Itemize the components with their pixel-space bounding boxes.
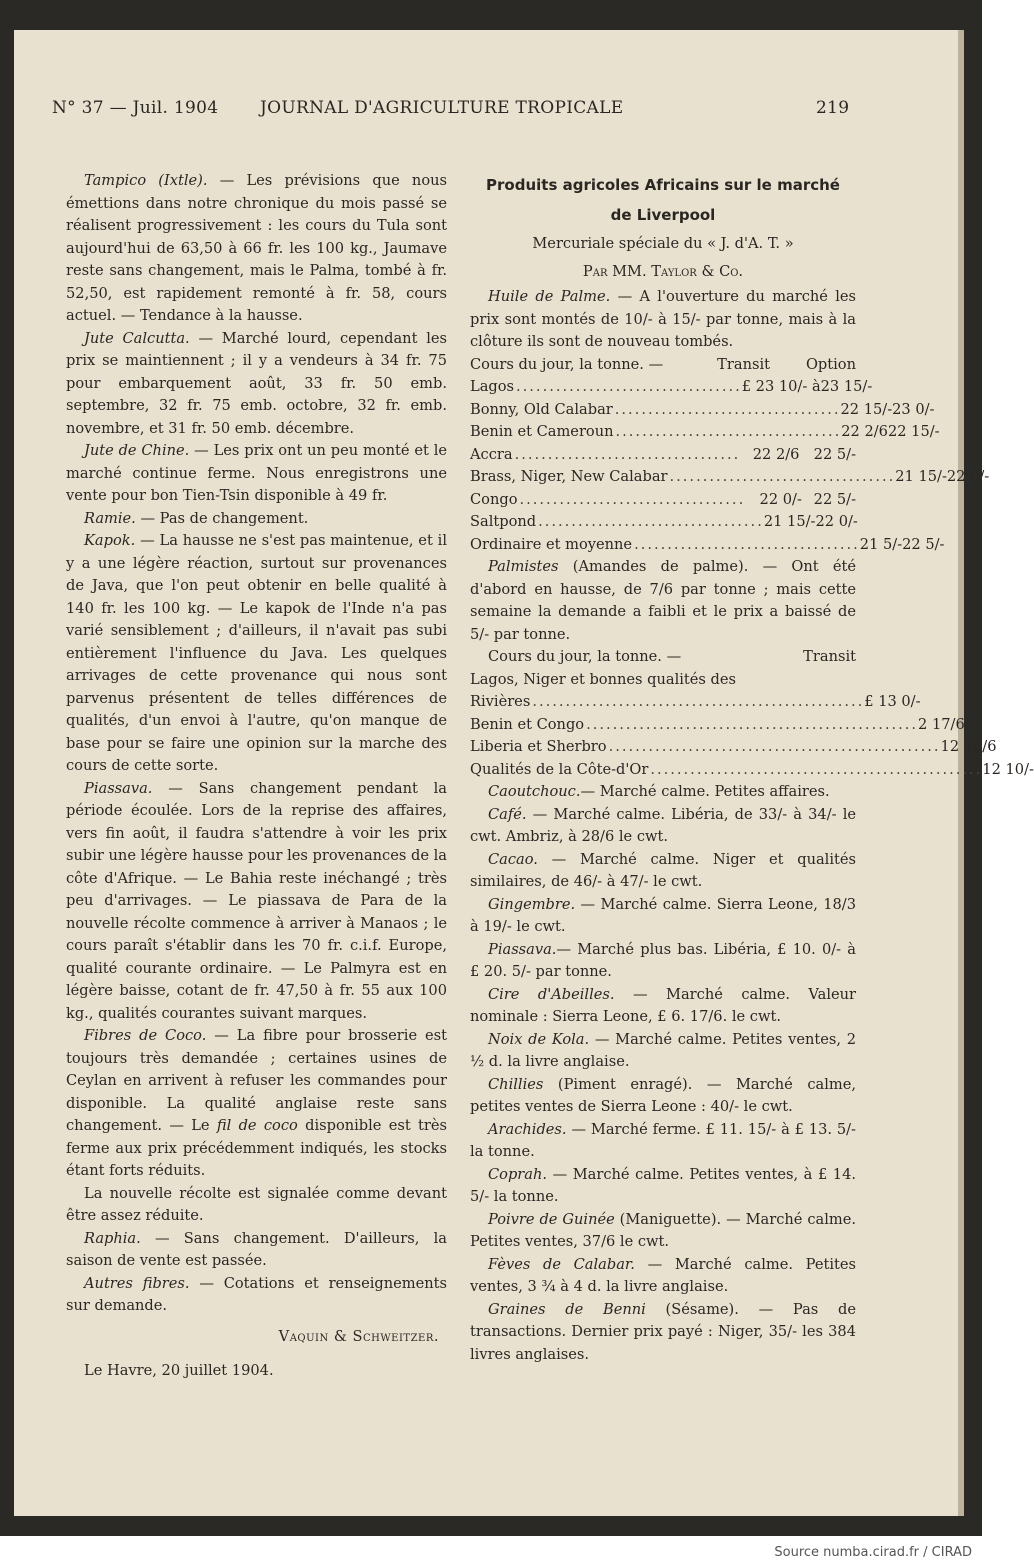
leader-dots: .................................................. (608, 738, 941, 755)
text-palmistes: (Amandes de palme). — Ont été d'abord en hausse, de 7/6 par tonne ; mais cette semaine la demande a faibli et le prix a baissé de 5/- par tonne. (470, 558, 856, 643)
heading-chillies: Chillies (488, 1075, 544, 1093)
palm-oil-transit: 22 2/6 (752, 445, 800, 463)
palm-oil-option: 22 0/- (815, 513, 858, 530)
palm-oil-option: 23 0/- (892, 400, 935, 418)
text-piassava-liverpool: — Marché plus bas. Libéria, £ 10. 0/- à £ 20. 5/- par tonne. (470, 940, 856, 980)
palm-oil-row-label (470, 534, 860, 557)
paragraph-coco (66, 1025, 447, 1183)
kernel-product: Rivières (470, 693, 531, 710)
heading-kapok: Kapok. (84, 532, 136, 549)
paragraph-autres (66, 1273, 447, 1318)
paragraph-jute-chine (66, 440, 447, 508)
paragraph-recolte: La nouvelle récolte est signalée comme devant être assez réduite. (66, 1184, 447, 1224)
paragraph-poivre (470, 1209, 856, 1254)
heading-cire: Cire d'Abeilles. (488, 985, 615, 1003)
leader-dots: .................................. (538, 513, 764, 530)
palm-oil-head-label: Cours du jour, la tonne. — (470, 355, 664, 373)
kernel-product: Benin et Congo (470, 715, 585, 733)
palm-oil-row-label (470, 511, 764, 534)
palm-oil-row (470, 444, 856, 467)
kernel-table-header (470, 646, 856, 669)
palm-oil-transit: 22 15/- (840, 400, 893, 418)
article-title-line2: de Liverpool (610, 206, 716, 224)
palm-oil-option: 23 15/- (820, 378, 873, 395)
heading-raphia: Raphia. (84, 1229, 141, 1247)
right-column (470, 170, 1034, 1366)
paragraph-caoutchouc (470, 781, 856, 804)
paragraph-tampico (66, 170, 447, 328)
kernel-row (470, 736, 997, 759)
palm-oil-transit: 22 0/- (759, 490, 802, 508)
kernel-head-label: Cours du jour, la tonne. — (488, 648, 682, 665)
kernel-transit: 12 10/- (982, 760, 1034, 778)
kernel-head-transit: Transit (803, 648, 856, 665)
text-cacao: — Marché calme. Niger et qualités similaires, de 46/- à 47/- le cwt. (470, 850, 856, 890)
text-cire: — Marché calme. Valeur nominale : Sierra Leone, £ 6. 17/6. le cwt. (470, 985, 856, 1025)
kernel-transit: 12 12/6 (940, 738, 997, 755)
text-ramie: — Pas de changement. (135, 509, 309, 527)
heading-gingembre: Gingembre. (488, 895, 576, 913)
text-coco: — La fibre pour brosserie est toujours très demandée ; certaines usines de Ceylan en arrivent à refuser les commandes pour disponible. La qualité anglaise reste sans changement. — Le (66, 1027, 447, 1134)
text-jute-chine: — Les prix ont un peu monté et le marché continue ferme. Nous enregistrons une vente pour bon Tien-Tsin disponible à 49 fr. (66, 442, 447, 504)
paragraph-cafe (470, 804, 856, 849)
text-kapok: — La hausse ne s'est pas maintenue, et il y a une légère réaction, surtout sur provenances de Java, que l'on peut obtenir en belle qualité à 140 fr. les 100 kg. — Le kapok de l'Inde n'a pas varié sensiblement ; d'ailleurs, il n'avait pas subi entièrement l'influence du Java. Les quelques arrivages de cette provenance qui nous sont parvenus présentent de telles différences de qualités, d'un envoi à l'autre, qu'on manque de base pour se faire une opinion sur la marche des cours de cette sorte. (66, 532, 447, 774)
leader-dots: .................................. (519, 490, 746, 508)
palm-oil-product: Brass, Niger, New Calabar (470, 468, 668, 485)
heading-palmistes: Palmistes (488, 558, 559, 575)
palm-oil-transit: 21 15/- (895, 468, 947, 485)
heading-cafe: Café. (488, 805, 527, 823)
leader-dots: .................................. (614, 400, 841, 418)
text-poivre: (Maniguette). — Marché calme. Petites ventes, 37/6 le cwt. (470, 1210, 856, 1250)
text-raphia: — Sans changement. D'ailleurs, la saison de vente est passée. (66, 1229, 447, 1269)
palm-oil-row-label (470, 444, 740, 467)
text-arachides: — Marché ferme. £ 11. 15/- à £ 13. 5/- la tonne. (470, 1120, 856, 1160)
heading-cacao: Cacao. (488, 850, 538, 868)
palm-oil-option: 22 5/- (813, 445, 856, 463)
heading-autres: Autres fibres. (84, 1274, 190, 1292)
heading-tampico: Tampico (Ixtle). (84, 172, 208, 189)
palm-oil-option: 22 15/- (887, 423, 940, 440)
palm-oil-transit: £ 23 10/- à (741, 378, 821, 395)
paragraph-raphia (66, 1228, 447, 1273)
text-kola: — Marché calme. Petites ventes, 2 ½ d. la livre anglaise. (470, 1030, 856, 1070)
paragraph-piassava-liverpool (470, 939, 856, 984)
palm-oil-row-label (470, 489, 745, 512)
palm-oil-product: Benin et Cameroun (470, 423, 614, 440)
kernel-row-label (470, 691, 864, 714)
kernel-transit: £ 13 0/- (864, 693, 921, 710)
palm-oil-row-label (470, 376, 742, 399)
paragraph-arachides (470, 1119, 856, 1164)
kernel-row-label (470, 714, 918, 737)
source-credit: Source numba.cirad.fr / CIRAD (774, 1545, 972, 1560)
heading-jute-calcutta: Jute Calcutta. (84, 329, 190, 347)
palm-oil-product: Congo (470, 490, 518, 508)
text-coco-end: disponible est très ferme aux prix précédemment indiqués, les stocks étant forts réduits. (66, 1117, 448, 1179)
issue-number: N° 37 — Juil. 1904 (52, 98, 219, 118)
paragraph-benni (470, 1299, 856, 1367)
heading-poivre: Poivre de Guinée (488, 1210, 615, 1228)
text-feves: — Marché calme. Petites ventes, 3 ¾ à 4 d. la livre anglaise. (470, 1255, 856, 1295)
paragraph-chillies (470, 1074, 856, 1119)
kernel-row (470, 759, 1034, 782)
page-number: 219 (816, 98, 850, 118)
palm-oil-option: 22 0/- (946, 468, 990, 485)
palm-oil-row-label (470, 399, 841, 422)
paragraph-kola (470, 1029, 856, 1074)
heading-piassava: Piassava. (84, 779, 153, 797)
text-cafe: — Marché calme. Libéria, de 33/- à 34/- le cwt. Ambriz, à 28/6 le cwt. (470, 805, 856, 845)
palm-oil-product: Lagos (470, 378, 515, 395)
heading-coprah: Coprah. (488, 1165, 548, 1183)
paragraph-gingembre (470, 894, 856, 939)
kernel-table (470, 646, 1034, 781)
palm-oil-row-label (470, 466, 895, 489)
paragraph-coprah (470, 1164, 856, 1209)
paragraph-feves (470, 1254, 856, 1299)
palm-oil-row (470, 534, 945, 557)
palm-oil-product: Saltpond (470, 513, 537, 530)
paragraph-huile (470, 286, 856, 354)
palm-oil-head-transit: Transit (717, 355, 770, 373)
palm-oil-product: Bonny, Old Calabar (470, 400, 613, 418)
text-huile: — A l'ouverture du marché les prix sont montés de 10/- à 15/- par tonne, mais à la clôture ils sont de nouveau tombés. (470, 288, 856, 350)
text-gingembre: — Marché calme. Sierra Leone, 18/3 à 19/- le cwt. (470, 895, 856, 935)
leader-dots: .................................................. (532, 693, 865, 710)
text-fil-de-coco: fil de coco (216, 1117, 298, 1134)
heading-ramie: Ramie. (84, 509, 136, 527)
text-coprah: — Marché calme. Petites ventes, à £ 14. 5/- la tonne. (470, 1165, 856, 1205)
text-piassava: — Sans changement pendant la période écoulée. Lors de la reprise des affaires, vers fin août, il faudra s'attendre à voir les prix subir une légère hausse pour les provenances de la côte d'Afrique. — Le Bahia reste inéchangé ; très peu d'arrivages. — Le piassava de Para de la nouvelle récolte commence à arriver à Manaos ; le cours paraît s'établir dans les 70 fr. c.i.f. Europe, qualité courante ordinaire. — Le Palmyra est en légère baisse, cotant de fr. 47,50 à fr. 55 aux 100 kg., qualités courantes suivant marques. (66, 779, 447, 1022)
kernel-row (470, 691, 921, 714)
palm-oil-row (470, 421, 940, 444)
heading-piassava-liverpool: Piassava. (488, 940, 557, 958)
palm-oil-row (470, 376, 873, 399)
article-subtitle: Mercuriale spéciale du « J. d'A. T. » (532, 235, 794, 252)
dateline: Le Havre, 20 juillet 1904. (84, 1362, 274, 1379)
paragraph-jute-calcutta (66, 328, 447, 441)
article-byline: Par MM. Taylor & Co. (582, 263, 744, 280)
paragraph-ramie (66, 508, 447, 531)
leader-dots: .................................. (669, 468, 896, 485)
heading-arachides: Arachides. (488, 1120, 567, 1138)
text-benni: (Sésame). — Pas de transactions. Dernier prix payé : Niger, 35/- les 384 livres anglaises. (470, 1300, 856, 1363)
leader-dots: .................................................. (650, 760, 983, 778)
heading-coco: Fibres de Coco. (84, 1027, 207, 1044)
kernel-row-label (470, 736, 941, 759)
kernel-lagos-line: Lagos, Niger et bonnes qualités des (470, 670, 737, 688)
palm-oil-row (470, 489, 856, 512)
kernel-product: Liberia et Sherbro (470, 738, 607, 755)
left-column (66, 170, 447, 1397)
palm-oil-transit: 21 15/- (763, 513, 816, 530)
palm-oil-row (470, 511, 856, 534)
paragraph-piassava (66, 778, 447, 1026)
text-caoutchouc: — Marché calme. Petites affaires. (580, 783, 830, 800)
signature: Vaquin & Schweitzer. (278, 1327, 439, 1345)
heading-benni: Graines de Benni (488, 1300, 646, 1318)
palm-oil-product: Ordinaire et moyenne (470, 535, 633, 553)
kernel-row (470, 714, 965, 737)
heading-feves: Fèves de Calabar. (488, 1255, 635, 1273)
palm-oil-table-header (470, 354, 856, 377)
kernel-product: Qualités de la Côte-d'Or (470, 760, 649, 778)
heading-jute-chine: Jute de Chine. (84, 442, 190, 459)
leader-dots: .................................. (516, 378, 742, 395)
leader-dots: .................................. (514, 445, 741, 463)
palm-oil-row (470, 466, 990, 489)
palm-oil-rows (470, 376, 990, 556)
kernel-row-label (470, 759, 982, 782)
palm-oil-transit: 22 2/6 (841, 423, 888, 440)
paragraph-kapok (66, 530, 447, 778)
palm-oil-option: 22 5/- (902, 535, 945, 553)
leader-dots: .................................. (615, 423, 842, 440)
kernel-transit: 2 17/6 (918, 715, 965, 733)
paragraph-palmistes (470, 556, 856, 646)
kernel-rows (470, 691, 1034, 781)
palm-oil-head-option: Option (805, 355, 856, 373)
text-jute-calcutta: — Marché lourd, cependant les prix se maintiennent ; il y a vendeurs à 34 fr. 75 pour embarquement août, 33 fr. 50 emb. septembre, 32 fr. 75 emb. octobre, 32 fr. emb. novembre, et 31 fr. 50 emb. décembre. (66, 329, 447, 437)
paragraph-cire (470, 984, 856, 1029)
heading-huile: Huile de Palme. (488, 288, 611, 305)
palm-oil-option: 22 5/- (813, 490, 856, 508)
paragraph-cacao (470, 849, 856, 894)
text-autres: — Cotations et renseignements sur demande. (66, 1274, 447, 1314)
leader-dots: .................................................. (586, 715, 919, 733)
heading-caoutchouc: Caoutchouc. (488, 783, 581, 800)
text-chillies: (Piment enragé). — Marché calme, petites ventes de Sierra Leone : 40/- le cwt. (470, 1075, 856, 1115)
text-tampico: — Les prévisions que nous émettions dans notre chronique du mois passé se réalisent progressivement : les cours du Tula sont aujourd'hui de 63,50 à 66 fr. les 100 kg., Jaumave reste sans changement, mais le Palma, tombé à fr. 52,50, est rapidement remonté à fr. 58, cours actuel. — Tendance à la hausse. (66, 172, 448, 324)
leader-dots: .................................. (634, 535, 860, 553)
palm-oil-product: Accra (470, 445, 513, 463)
article-title-line1: Produits agricoles Africains sur le marché (486, 176, 840, 194)
palm-oil-row (470, 399, 935, 422)
heading-kola: Noix de Kola. (488, 1030, 590, 1048)
palm-oil-table (470, 354, 990, 557)
palm-oil-transit: 21 5/- (859, 535, 903, 553)
journal-title: JOURNAL D'AGRICULTURE TROPICALE (260, 98, 624, 118)
palm-oil-row-label (470, 421, 841, 444)
